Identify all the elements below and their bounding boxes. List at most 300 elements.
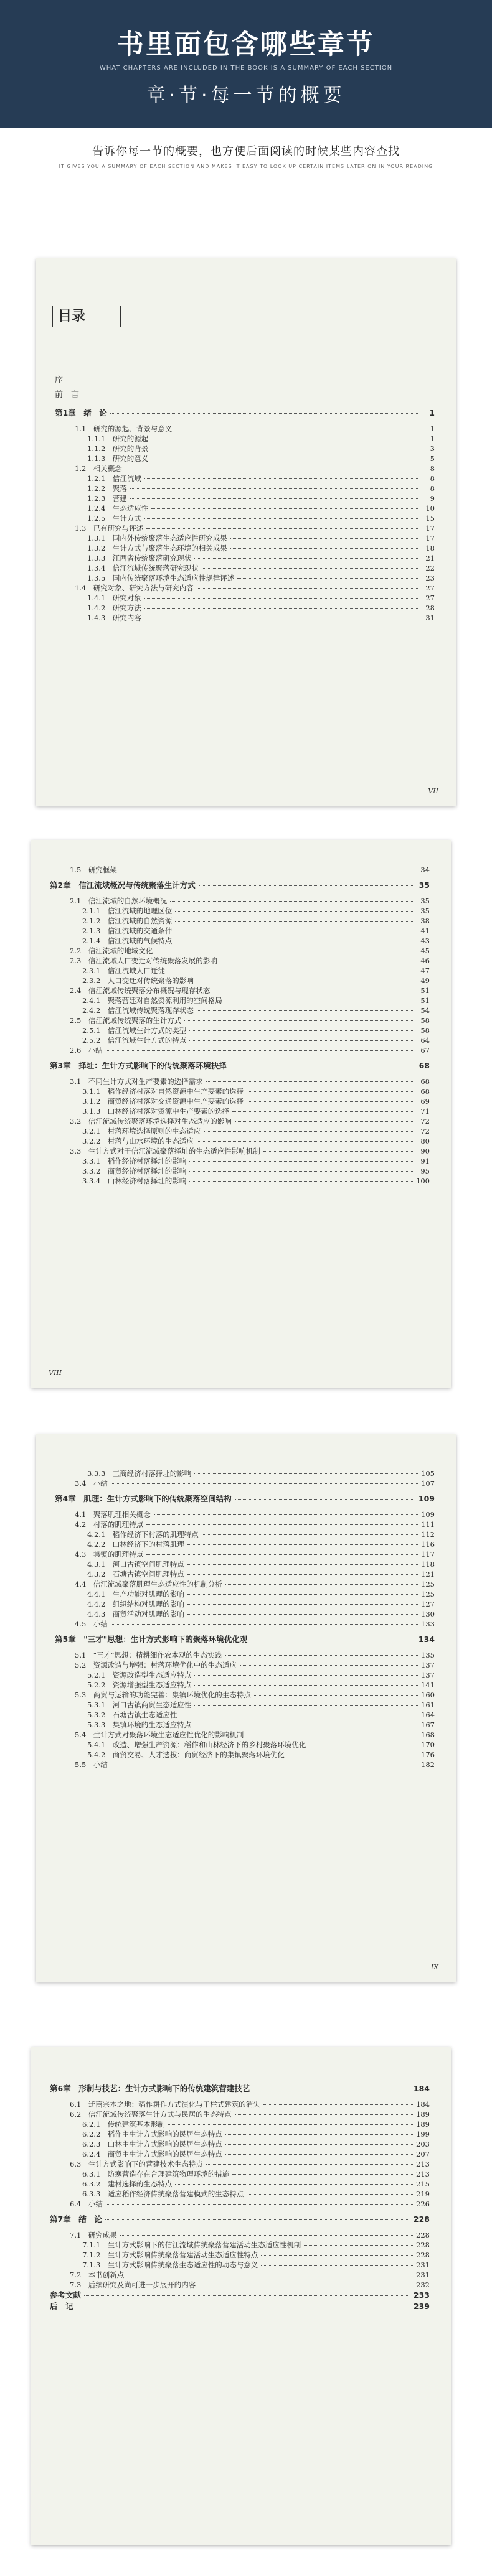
- toc-entry-label: 7.2 本书创新点: [70, 2270, 125, 2279]
- dot-leader: [263, 2104, 413, 2105]
- toc-entry-row: [55, 523, 435, 533]
- toc-entry-label: 4.1 聚落肌理相关概念: [75, 1510, 151, 1519]
- toc-page-number: 47: [420, 966, 430, 975]
- toc-entry-row: [55, 1519, 435, 1529]
- dot-leader: [168, 2124, 413, 2125]
- toc-page-number: 160: [421, 1691, 435, 1699]
- toc-entry-row: [50, 2109, 430, 2119]
- toc-entry-row: [50, 926, 430, 936]
- toc-page-number: 41: [420, 926, 430, 935]
- dot-leader: [110, 413, 419, 414]
- toc-entry-label: 6.2.4 商贸主生计方式影响的民居生态特点: [82, 2150, 222, 2158]
- toc-entry-label: 5.3.1 河口古镇商贸生态适应性: [87, 1701, 192, 1709]
- dot-leader: [304, 2245, 413, 2246]
- toc-entry-row: [55, 1710, 435, 1720]
- toc-entry-label: 5.4.2 商贸交易、人才选拔：商贸经济下的集镇聚落环境优化: [87, 1750, 285, 1759]
- toc-page-number: 176: [421, 1750, 435, 1759]
- toc-entry-label: 3.4 小结: [75, 1479, 108, 1488]
- dot-leader: [175, 911, 414, 912]
- dot-leader: [144, 518, 419, 519]
- toc-page-number: 64: [420, 1036, 430, 1045]
- toc-page-number: 34: [420, 866, 430, 874]
- dot-leader: [194, 1473, 418, 1474]
- toc-entry-label: 5.3.2 石塘古镇生态适应性: [87, 1710, 177, 1719]
- toc-entry-row: [50, 936, 430, 946]
- toc-page-number: 228: [413, 2214, 430, 2224]
- toc-entry-row: [55, 1569, 435, 1579]
- dot-leader: [146, 528, 419, 529]
- toc-page-number: 199: [416, 2130, 430, 2139]
- toc-entry-row: [55, 583, 435, 593]
- toc-entry-label: 5.2.1 资源改造型生态适应特点: [87, 1671, 192, 1679]
- toc-entry-row: [50, 2159, 430, 2169]
- dot-leader: [194, 1685, 418, 1686]
- dot-leader: [263, 1151, 414, 1152]
- dot-leader: [254, 1695, 418, 1696]
- toc-page-number: 68: [420, 1087, 430, 1096]
- toc-entry-label: 1.4.1 研究对象: [87, 594, 141, 602]
- toc-entry-label: 1.5 研究框架: [70, 866, 117, 874]
- toc-entry-row: [55, 1579, 435, 1589]
- toc-entry-row: [50, 1116, 430, 1126]
- toc-page-number: 112: [421, 1530, 435, 1539]
- toc-entry-row: [50, 2169, 430, 2179]
- toc-page-number: 125: [421, 1580, 435, 1589]
- toc-title: 目录: [52, 306, 121, 327]
- toc-entry-row: [55, 424, 435, 434]
- toc-entry-label: 1.3.3 江西省传统聚落研究现状: [87, 554, 192, 562]
- toc-entry-label: 4.4.2 组织结构对肌理的影响: [87, 1600, 184, 1608]
- toc-entry-row: [55, 1720, 435, 1730]
- toc-entry-label: 4.4 信江流域聚落肌理生态适应性的机制分析: [75, 1580, 222, 1589]
- dot-leader: [184, 1020, 414, 1021]
- toc-entry-label: 第2章 信江流域概况与传统聚落生计方式: [50, 880, 196, 890]
- toc-entry-label: 6.2.1 传统建筑基本形制: [82, 2120, 165, 2129]
- toc-entry-label: 5.3 商贸与运输的功能完善：集镇环境优化的生态特点: [75, 1691, 251, 1699]
- toc-entry-label: 7.1 研究成果: [70, 2231, 117, 2239]
- toc-page-number: 38: [420, 917, 430, 925]
- dot-leader: [225, 1655, 418, 1656]
- toc-entry-label: 7.1.2 生计方式影响传统聚落营建活动生态适应性特点: [82, 2251, 258, 2259]
- toc-entry-label: 2.5.2 信江流域生计方式的特点: [82, 1036, 187, 1045]
- toc-entry-row: [50, 2230, 430, 2240]
- toc-chapter-row: [50, 2209, 430, 2230]
- toc-entry-row: [50, 976, 430, 986]
- toc-page-number: 95: [420, 1167, 430, 1175]
- toc-page-number: 23: [425, 574, 435, 582]
- dot-leader: [247, 1091, 414, 1092]
- toc-page-number: 58: [420, 1026, 430, 1035]
- dot-leader: [247, 2194, 413, 2195]
- toc-entry-row: [50, 2189, 430, 2199]
- toc-entry-row: [55, 603, 435, 613]
- toc-entry-row: [55, 1549, 435, 1559]
- toc-entry-label: 4.2 村落的肌理特点: [75, 1520, 144, 1529]
- toc-entry-label: 3.2.2 村落与山水环境的生态适应: [82, 1137, 194, 1146]
- toc-entry-label: 3.3.4 山林经济村落择址的影响: [82, 1177, 187, 1185]
- toc-entry-row: [55, 434, 435, 444]
- toc-entry-label: 6.2 信江流域传统聚落生计方式与民居的生态特点: [70, 2110, 232, 2119]
- toc-page-number: 125: [421, 1590, 435, 1598]
- toc-entry-label: 2.1.3 信江流域的交通条件: [82, 926, 173, 935]
- dot-leader: [111, 1624, 418, 1625]
- header-english: WHAT CHAPTERS ARE INCLUDED IN THE BOOK IS A SUMMARY OF EACH SECTION: [99, 65, 393, 72]
- toc-page-number: 107: [421, 1479, 435, 1488]
- header-subtitle: 章·节·每一节的概要: [146, 85, 346, 106]
- toc-entry-label: 1.1.1 研究的源起: [87, 434, 149, 443]
- toc-page-number: 58: [420, 1016, 430, 1025]
- toc-page-number: 207: [416, 2150, 430, 2158]
- toc-page-number: 5: [430, 454, 435, 463]
- toc-page-number: 18: [425, 544, 435, 553]
- dot-leader: [187, 1604, 418, 1605]
- dot-leader: [106, 1050, 414, 1051]
- toc-entry-row: [55, 503, 435, 513]
- toc-entry-label: 1.2 相关概念: [75, 464, 122, 473]
- dot-leader: [197, 588, 419, 589]
- toc-entry-label: 4.2.2 山林经济下的村落肌理: [87, 1540, 184, 1549]
- toc-page-number: 135: [421, 1651, 435, 1659]
- toc-chapter-row: [55, 403, 435, 424]
- page-folio: VIII: [49, 1369, 62, 1377]
- toc-page-number: 213: [416, 2170, 430, 2178]
- toc-page-number: 226: [416, 2200, 430, 2208]
- toc-page-2: [31, 840, 451, 1388]
- toc-page-number: 137: [421, 1671, 435, 1679]
- toc-entry-row: [50, 865, 430, 875]
- toc-page-number: 91: [420, 1157, 430, 1165]
- toc-entry-row: [55, 533, 435, 543]
- toc-entry-row: [55, 1740, 435, 1750]
- toc-entry-label: 7.1.1 生计方式影响下的信江流域传统聚落营建活动生态适应性机制: [82, 2241, 301, 2249]
- front-matter-preface: 序: [55, 376, 64, 385]
- toc-entry-row: [50, 2280, 430, 2290]
- toc-chapter-row: [55, 1629, 435, 1650]
- toc-entry-label: 1.4 研究对象、研究方法与研究内容: [75, 584, 194, 592]
- toc-page-number: 68: [419, 1061, 430, 1070]
- toc-entry-row: [50, 1035, 430, 1045]
- toc-entry-label: 5.4.1 改造、增强生产资源：稻作和山林经济下的乡村聚落环境优化: [87, 1740, 306, 1749]
- toc-page-number: 49: [420, 976, 430, 985]
- toc-entry-label: 3.2.1 村落环境选择原则的生态适应: [82, 1127, 201, 1136]
- page-folio: VII: [428, 787, 438, 795]
- toc-entry-row: [55, 1539, 435, 1549]
- toc-entry-label: 2.1.2 信江流域的自然资源: [82, 917, 173, 925]
- toc-entry-label: 2.4.1 聚落营建对自然资源利用的空间格局: [82, 996, 222, 1005]
- toc-entry-row: [50, 956, 430, 966]
- dot-leader: [187, 1614, 418, 1615]
- toc-page-number: 133: [421, 1620, 435, 1628]
- dot-leader: [189, 1161, 414, 1162]
- toc-list: [55, 1468, 435, 1770]
- dot-leader: [187, 1544, 418, 1545]
- toc-entry-label: 5.5 小结: [75, 1760, 108, 1769]
- dot-leader: [225, 1584, 418, 1585]
- dot-leader: [202, 568, 419, 569]
- dot-leader: [230, 538, 419, 539]
- toc-heading: [52, 305, 432, 330]
- toc-entry-label: 2.4.2 信江流域传统聚落现存状态: [82, 1006, 194, 1015]
- toc-entry-label: 4.3 集镇的肌理特点: [75, 1550, 144, 1559]
- toc-entry-label: 第5章 "三才"思想：生计方式影响下的聚落环境优化观: [55, 1635, 248, 1644]
- toc-entry-label: 1.1 研究的源起、背景与意义: [75, 424, 173, 433]
- toc-entry-label: 1.2.1 信江流域: [87, 474, 141, 483]
- toc-page-number: 80: [420, 1137, 430, 1146]
- toc-page-number: 51: [420, 986, 430, 995]
- toc-entry-label: 1.1.3 研究的意义: [87, 454, 149, 463]
- toc-page-4: [31, 2047, 451, 2545]
- toc-entry-row: [50, 896, 430, 906]
- dot-leader: [206, 1081, 414, 1082]
- toc-entry-row: [55, 1559, 435, 1569]
- toc-entry-row: [50, 1146, 430, 1156]
- toc-entry-row: [50, 2250, 430, 2260]
- toc-entry-row: [50, 1106, 430, 1116]
- toc-page-number: 90: [420, 1147, 430, 1155]
- toc-entry-row: [55, 1599, 435, 1609]
- toc-page-number: 51: [420, 996, 430, 1005]
- toc-list: [50, 2078, 430, 2312]
- dot-leader: [170, 901, 414, 902]
- toc-page-number: 28: [425, 604, 435, 612]
- toc-page-number: 228: [416, 2251, 430, 2259]
- toc-page-number: 72: [420, 1127, 430, 1136]
- toc-page-number: 1: [430, 424, 435, 433]
- toc-entry-label: 4.4.3 商贸活动对肌理的影响: [87, 1610, 184, 1618]
- toc-entry-label: 4.3.1 河口古镇空间肌理特点: [87, 1560, 184, 1569]
- toc-entry-row: [55, 1700, 435, 1710]
- toc-entry-label: 2.1.4 信江流域的气候特点: [82, 936, 173, 945]
- toc-page-number: 1: [429, 408, 435, 418]
- toc-entry-row: [50, 996, 430, 1006]
- toc-entry-label: 6.1 迁商宗本之地：稻作耕作方式演化与干栏式建筑的消失: [70, 2100, 260, 2109]
- toc-chapter-row: [55, 1488, 435, 1510]
- toc-page-number: 228: [416, 2231, 430, 2239]
- dot-leader: [189, 1030, 414, 1031]
- toc-entry-label: 2.5 信江流域传统聚落的生计方式: [70, 1016, 182, 1025]
- dot-leader: [235, 1121, 414, 1122]
- toc-entry-label: 3.1.1 稻作经济村落对自然资源中生产要素的选择: [82, 1087, 244, 1096]
- toc-entry-label: 6.3.1 防寒营造存在合理建筑物理环境的措施: [82, 2170, 230, 2178]
- toc-page-number: 189: [416, 2110, 430, 2119]
- toc-entry-label: 1.2.3 营建: [87, 494, 127, 503]
- toc-entry-label: 第1章 绪 论: [55, 408, 107, 418]
- toc-entry-row: [55, 1619, 435, 1629]
- dot-leader: [204, 1131, 414, 1132]
- toc-entry-label: 3.3.3 工商经济村落择址的影响: [87, 1469, 192, 1478]
- toc-entry-row: [50, 1156, 430, 1166]
- toc-page-number: 109: [421, 1510, 435, 1519]
- dot-leader: [194, 1705, 418, 1706]
- toc-entry-row: [55, 1760, 435, 1770]
- dot-leader: [240, 1665, 418, 1666]
- toc-page-number: 15: [425, 514, 435, 523]
- toc-entry-row: [50, 2270, 430, 2280]
- toc-entry-row: [55, 513, 435, 523]
- toc-entry-label: 2.1 信江流域的自然环境概况: [70, 897, 168, 905]
- toc-page-number: 231: [416, 2270, 430, 2279]
- toc-chapter-row: [50, 875, 430, 896]
- toc-entry-label: 第3章 择址：生计方式影响下的传统聚落环境抉择: [50, 1061, 227, 1070]
- toc-page-number: 232: [416, 2280, 430, 2289]
- toc-entry-label: 5.2 资源改造与增强：村落环境优化中的生态适应: [75, 1661, 237, 1669]
- toc-entry-row: [50, 1096, 430, 1106]
- dot-leader: [261, 2265, 413, 2266]
- toc-entry-row: [55, 444, 435, 454]
- toc-entry-label: 1.4.3 研究内容: [87, 614, 141, 622]
- toc-entry-label: 第7章 结 论: [50, 2214, 102, 2224]
- toc-entry-row: [55, 613, 435, 623]
- toc-entry-row: [55, 1680, 435, 1690]
- toc-entry-label: 1.3.2 生计方式与聚落生态环境的相关成果: [87, 544, 227, 553]
- toc-entry-row: [55, 454, 435, 464]
- toc-page-number: 239: [413, 2302, 430, 2311]
- toc-entry-row: [55, 1690, 435, 1700]
- dot-leader: [154, 1514, 418, 1515]
- toc-entry-row: [50, 1025, 430, 1035]
- toc-entry-row: [50, 2179, 430, 2189]
- toc-entry-label: 1.3.1 国内外传统聚落生态适应性研究成果: [87, 534, 227, 543]
- toc-entry-label: 4.4.1 生产功能对肌理的影响: [87, 1590, 184, 1598]
- toc-entry-row: [50, 1176, 430, 1186]
- dot-leader: [106, 2204, 413, 2205]
- toc-entry-row: [50, 1136, 430, 1146]
- toc-entry-row: [55, 474, 435, 483]
- toc-page-number: 72: [420, 1117, 430, 1126]
- toc-entry-label: 6.3.2 建材选择的生态特点: [82, 2180, 173, 2188]
- toc-entry-row: [50, 986, 430, 996]
- toc-page-number: 134: [418, 1635, 435, 1644]
- toc-entry-label: 5.3.3 集镇环境的生态适应特点: [87, 1720, 192, 1729]
- toc-entry-row: [50, 2129, 430, 2139]
- toc-entry-row: [50, 2149, 430, 2159]
- toc-chapter-row: [50, 1055, 430, 1076]
- toc-page-number: 109: [418, 1494, 435, 1503]
- toc-entry-row: [55, 1670, 435, 1680]
- toc-page-number: 215: [416, 2180, 430, 2188]
- dot-leader: [194, 558, 419, 559]
- toc-page-number: 45: [420, 946, 430, 955]
- toc-page-number: 22: [425, 564, 435, 572]
- toc-entry-label: 参考文献: [50, 2290, 82, 2300]
- toc-entry-label: 6.4 小结: [70, 2200, 103, 2208]
- toc-page-number: 21: [425, 554, 435, 562]
- toc-entry-row: [50, 1126, 430, 1136]
- toc-entry-label: 2.6 小结: [70, 1046, 103, 1055]
- toc-entry-row: [50, 916, 430, 926]
- toc-entry-label: 2.3.2 人口变迁对传统聚落的影响: [82, 976, 194, 985]
- toc-page-number: 35: [420, 907, 430, 915]
- toc-entry-row: [55, 483, 435, 493]
- dot-leader: [189, 1040, 414, 1041]
- toc-page-number: 137: [421, 1661, 435, 1669]
- toc-entry-row: [55, 1468, 435, 1478]
- toc-entry-label: 4.2.1 稻作经济下村落的肌理特点: [87, 1530, 199, 1539]
- toc-page-number: 68: [420, 1077, 430, 1086]
- toc-page-number: 67: [420, 1046, 430, 1055]
- dot-leader: [144, 478, 419, 479]
- toc-list: [55, 403, 435, 623]
- toc-entry-label: 1.2.2 聚落: [87, 484, 127, 493]
- toc-page-number: 54: [420, 1006, 430, 1015]
- dot-leader: [120, 2235, 413, 2236]
- toc-entry-label: 3.1.2 商贸经济村落对交通资源中生产要素的选择: [82, 1097, 244, 1106]
- toc-entry-label: 3.1 不同生计方式对生产要素的选择需求: [70, 1077, 203, 1086]
- dot-leader: [111, 1483, 418, 1484]
- toc-entry-row: [50, 966, 430, 976]
- toc-chapter-row: [50, 2078, 430, 2099]
- intro-english: IT GIVES YOU A SUMMARY OF EACH SECTION AND MAKES IT EASY TO LOOK UP CERTAIN ITEMS LATER ON IN YOUR READING: [59, 164, 433, 169]
- toc-entry-label: 5.4 生计方式对聚落环境生态适应性优化的影响机制: [75, 1730, 244, 1739]
- front-matter-foreword: 前 言: [55, 390, 80, 399]
- dot-leader: [237, 578, 419, 579]
- dot-leader: [187, 1564, 418, 1565]
- toc-entry-row: [50, 946, 430, 956]
- toc-entry-label: 1.4.2 研究方法: [87, 604, 141, 612]
- toc-entry-label: 4.3.2 石塘古镇空间肌理特点: [87, 1570, 184, 1579]
- dot-leader: [202, 1534, 418, 1535]
- toc-entry-label: 2.5.1 信江流域生计方式的类型: [82, 1026, 187, 1035]
- toc-entry-row: [50, 1015, 430, 1025]
- toc-entry-row: [50, 1045, 430, 1055]
- toc-entry-label: 6.2.3 山林主生计方式影响的民居生态特点: [82, 2140, 222, 2149]
- dot-leader: [199, 885, 414, 886]
- dot-leader: [187, 1594, 418, 1595]
- toc-entry-label: 2.1.1 信江流域的地理区位: [82, 907, 173, 915]
- dot-leader: [225, 2154, 413, 2155]
- toc-page-number: 116: [421, 1540, 435, 1549]
- dot-leader: [194, 1675, 418, 1676]
- toc-page-number: 31: [425, 614, 435, 622]
- toc-entry-row: [50, 2240, 430, 2250]
- toc-entry-row: [50, 1166, 430, 1176]
- toc-entry-row: [50, 2139, 430, 2149]
- toc-entry-row: [55, 464, 435, 474]
- toc-entry-label: 5.2.2 资源增强型生态适应特点: [87, 1681, 192, 1689]
- toc-entry-label: 2.3.1 信江流域人口迁徙: [82, 966, 165, 975]
- toc-entry-label: 2.4 信江流域传统聚落分布概况与现存状态: [70, 986, 211, 995]
- toc-page-number: 46: [420, 956, 430, 965]
- toc-page-number: 127: [421, 1600, 435, 1608]
- toc-page-number: 118: [421, 1560, 435, 1569]
- toc-page-number: 168: [421, 1730, 435, 1739]
- toc-entry-row: [55, 1589, 435, 1599]
- toc-entry-label: 1.2.4 生态适应性: [87, 504, 149, 513]
- dot-leader: [232, 2174, 413, 2175]
- toc-page-number: 182: [421, 1760, 435, 1769]
- toc-entry-label: 3.2 信江流域传统聚落环境选择对生态适应的影响: [70, 1117, 232, 1126]
- header-title: 书里面包含哪些章节: [117, 29, 375, 60]
- toc-entry-label: 6.3 生计方式影响下的营建技术生态特点: [70, 2160, 203, 2168]
- dot-leader: [146, 1524, 418, 1525]
- toc-page-number: 8: [430, 474, 435, 483]
- dot-leader: [189, 1181, 413, 1182]
- toc-entry-row: [55, 1650, 435, 1660]
- dot-leader: [105, 2219, 410, 2220]
- toc-entry-row: [50, 2119, 430, 2129]
- toc-page-number: 117: [421, 1550, 435, 1559]
- intro-chinese: 告诉你每一节的概要，也方便后面阅读的时候某些内容查找: [92, 145, 400, 158]
- toc-page-number: 35: [419, 880, 430, 890]
- toc-entry-row: [50, 2260, 430, 2270]
- toc-page-number: 69: [420, 1097, 430, 1106]
- toc-entry-label: 1.1.2 研究的背景: [87, 444, 149, 453]
- toc-entry-label: 3.3.1 稻作经济村落择址的影响: [82, 1157, 187, 1165]
- dot-leader: [175, 2184, 413, 2185]
- toc-entry-row: [50, 1076, 430, 1086]
- dot-leader: [187, 1574, 418, 1575]
- toc-page-number: 43: [420, 936, 430, 945]
